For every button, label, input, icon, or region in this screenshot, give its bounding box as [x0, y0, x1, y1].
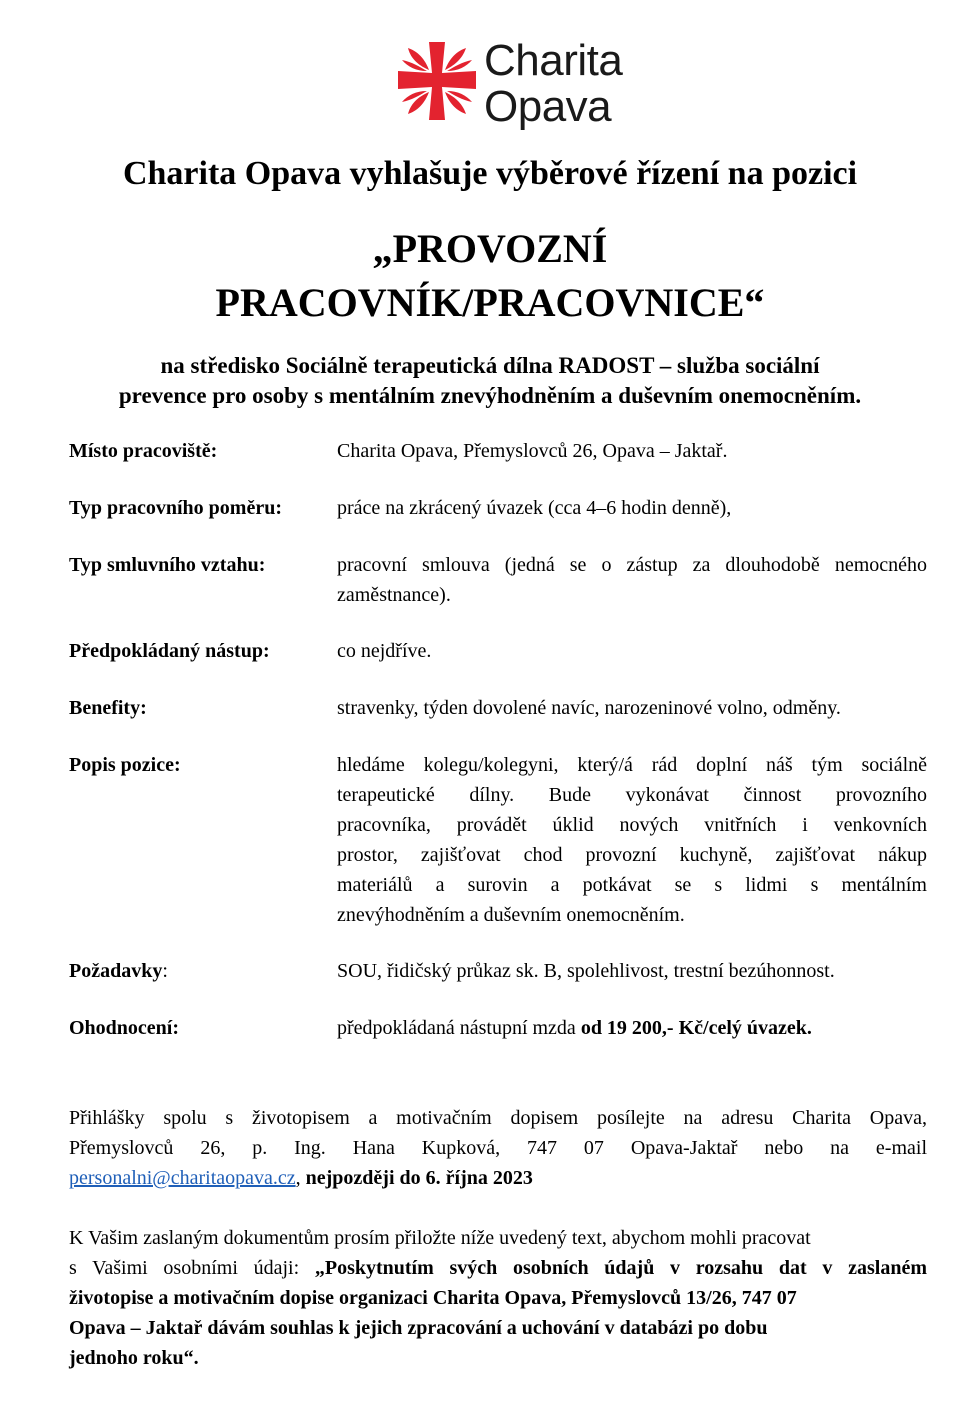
detail-value	[337, 750, 927, 930]
detail-value-line: Charita Opava, Přemyslovců 26, Opava – Jaktař.	[337, 440, 728, 462]
subtitle-line-2: prevence pro osoby s mentálním znevýhodněním a duševním onemocněním.	[118, 383, 862, 408]
consent-paragraph	[69, 1223, 927, 1373]
detail-value-line: prostor, zajišťovat chod provozní kuchyně, zajišťovat nákup	[337, 844, 927, 866]
consent-statement: „Poskytnutím svých osobních údajů v rozsahu dat v zaslaném	[314, 1257, 927, 1279]
applications-separator: ,	[295, 1167, 306, 1189]
detail-label: Místo pracoviště:	[69, 440, 218, 462]
consent-line: K Vašim zaslaným dokumentům prosím přiložte níže uvedený text, abychom mohli pracovat	[69, 1227, 811, 1249]
charita-cross-icon	[396, 40, 478, 122]
charita-logo	[396, 38, 646, 134]
detail-label-text: Požadavky	[69, 960, 163, 982]
detail-label: Popis pozice:	[69, 754, 181, 776]
detail-value	[337, 493, 927, 523]
detail-value	[337, 436, 927, 466]
detail-value-line: terapeutické dílny. Bude vykonávat činnost provozního	[337, 784, 927, 806]
detail-value-line: práce na zkrácený úvazek (cca 4–6 hodin denně),	[337, 497, 732, 519]
detail-label: Typ pracovního poměru:	[69, 497, 282, 519]
salary-prefix: předpokládaná nástupní mzda	[337, 1017, 581, 1039]
position-title-line-2: PRACOVNÍK/PRACOVNICE“	[215, 280, 765, 325]
salary-amount: od 19 200,- Kč/celý úvazek.	[580, 1017, 812, 1039]
logo-line-1: Charita	[484, 36, 623, 85]
detail-label: Typ smluvního vztahu:	[69, 554, 266, 576]
detail-value-line: hledáme kolegu/kolegyni, který/á rád doplní náš tým sociálně	[337, 754, 927, 776]
detail-label: Ohodnocení:	[69, 1017, 180, 1039]
detail-value-line: zaměstnance).	[337, 584, 451, 606]
detail-value	[337, 636, 927, 666]
detail-value-line: co nejdříve.	[337, 640, 432, 662]
detail-value-line: materiálů a surovin a potkávat se s lidmi s mentálním	[337, 874, 927, 896]
consent-prefix: s Vašimi osobními údaji:	[69, 1257, 315, 1279]
application-deadline: nejpozději do 6. října 2023	[305, 1167, 533, 1189]
detail-value	[337, 550, 927, 610]
detail-label-suffix: :	[162, 960, 168, 982]
detail-value-line: znevýhodněním a duševním onemocněním.	[337, 904, 685, 926]
detail-value-line: stravenky, týden dovolené navíc, narozeninové volno, odměny.	[337, 697, 841, 719]
consent-line: životopise a motivačním dopise organizaci Charita Opava, Přemyslovců 13/26, 747 07	[69, 1287, 797, 1309]
logo-line-2: Opava	[484, 82, 612, 131]
email-link[interactable]: personalni@charitaopava.cz	[69, 1167, 296, 1189]
position-subtitle	[60, 351, 920, 411]
applications-paragraph	[69, 1103, 927, 1193]
logo-wordmark	[484, 38, 622, 130]
applications-line: Přihlášky spolu s životopisem a motivačním dopisem posílejte na adresu Charita Opava,	[69, 1107, 927, 1129]
applications-line: Přemyslovců 26, p. Ing. Hana Kupková, 747 07 Opava-Jaktař nebo na e-mail	[69, 1137, 927, 1159]
applications-line	[69, 1163, 927, 1193]
detail-value	[337, 693, 927, 723]
consent-line	[69, 1253, 927, 1283]
detail-label: Předpokládaný nástup:	[69, 640, 270, 662]
subtitle-line-1: na středisko Sociálně terapeutická dílna RADOST – služba sociální	[160, 353, 820, 378]
detail-value	[337, 956, 927, 986]
consent-line: Opava – Jaktař dávám souhlas k jejich zpracování a uchování v databázi po dobu	[69, 1317, 768, 1339]
detail-label	[69, 956, 334, 986]
consent-line: jednoho roku“.	[69, 1347, 199, 1369]
detail-label: Benefity:	[69, 697, 147, 719]
position-title	[0, 222, 980, 330]
detail-value-line: SOU, řidičský průkaz sk. B, spolehlivost, trestní bezúhonnost.	[337, 960, 835, 982]
position-title-line-1: „PROVOZNÍ	[372, 226, 608, 271]
page-headline: Charita Opava vyhlašuje výběrové řízení na pozici	[122, 155, 858, 192]
detail-value	[337, 1013, 927, 1043]
detail-value-line: pracovní smlouva (jedná se o zástup za dlouhodobě nemocného	[337, 554, 927, 576]
detail-value-line: pracovníka, provádět úklid nových vnitřních i venkovních	[337, 814, 927, 836]
